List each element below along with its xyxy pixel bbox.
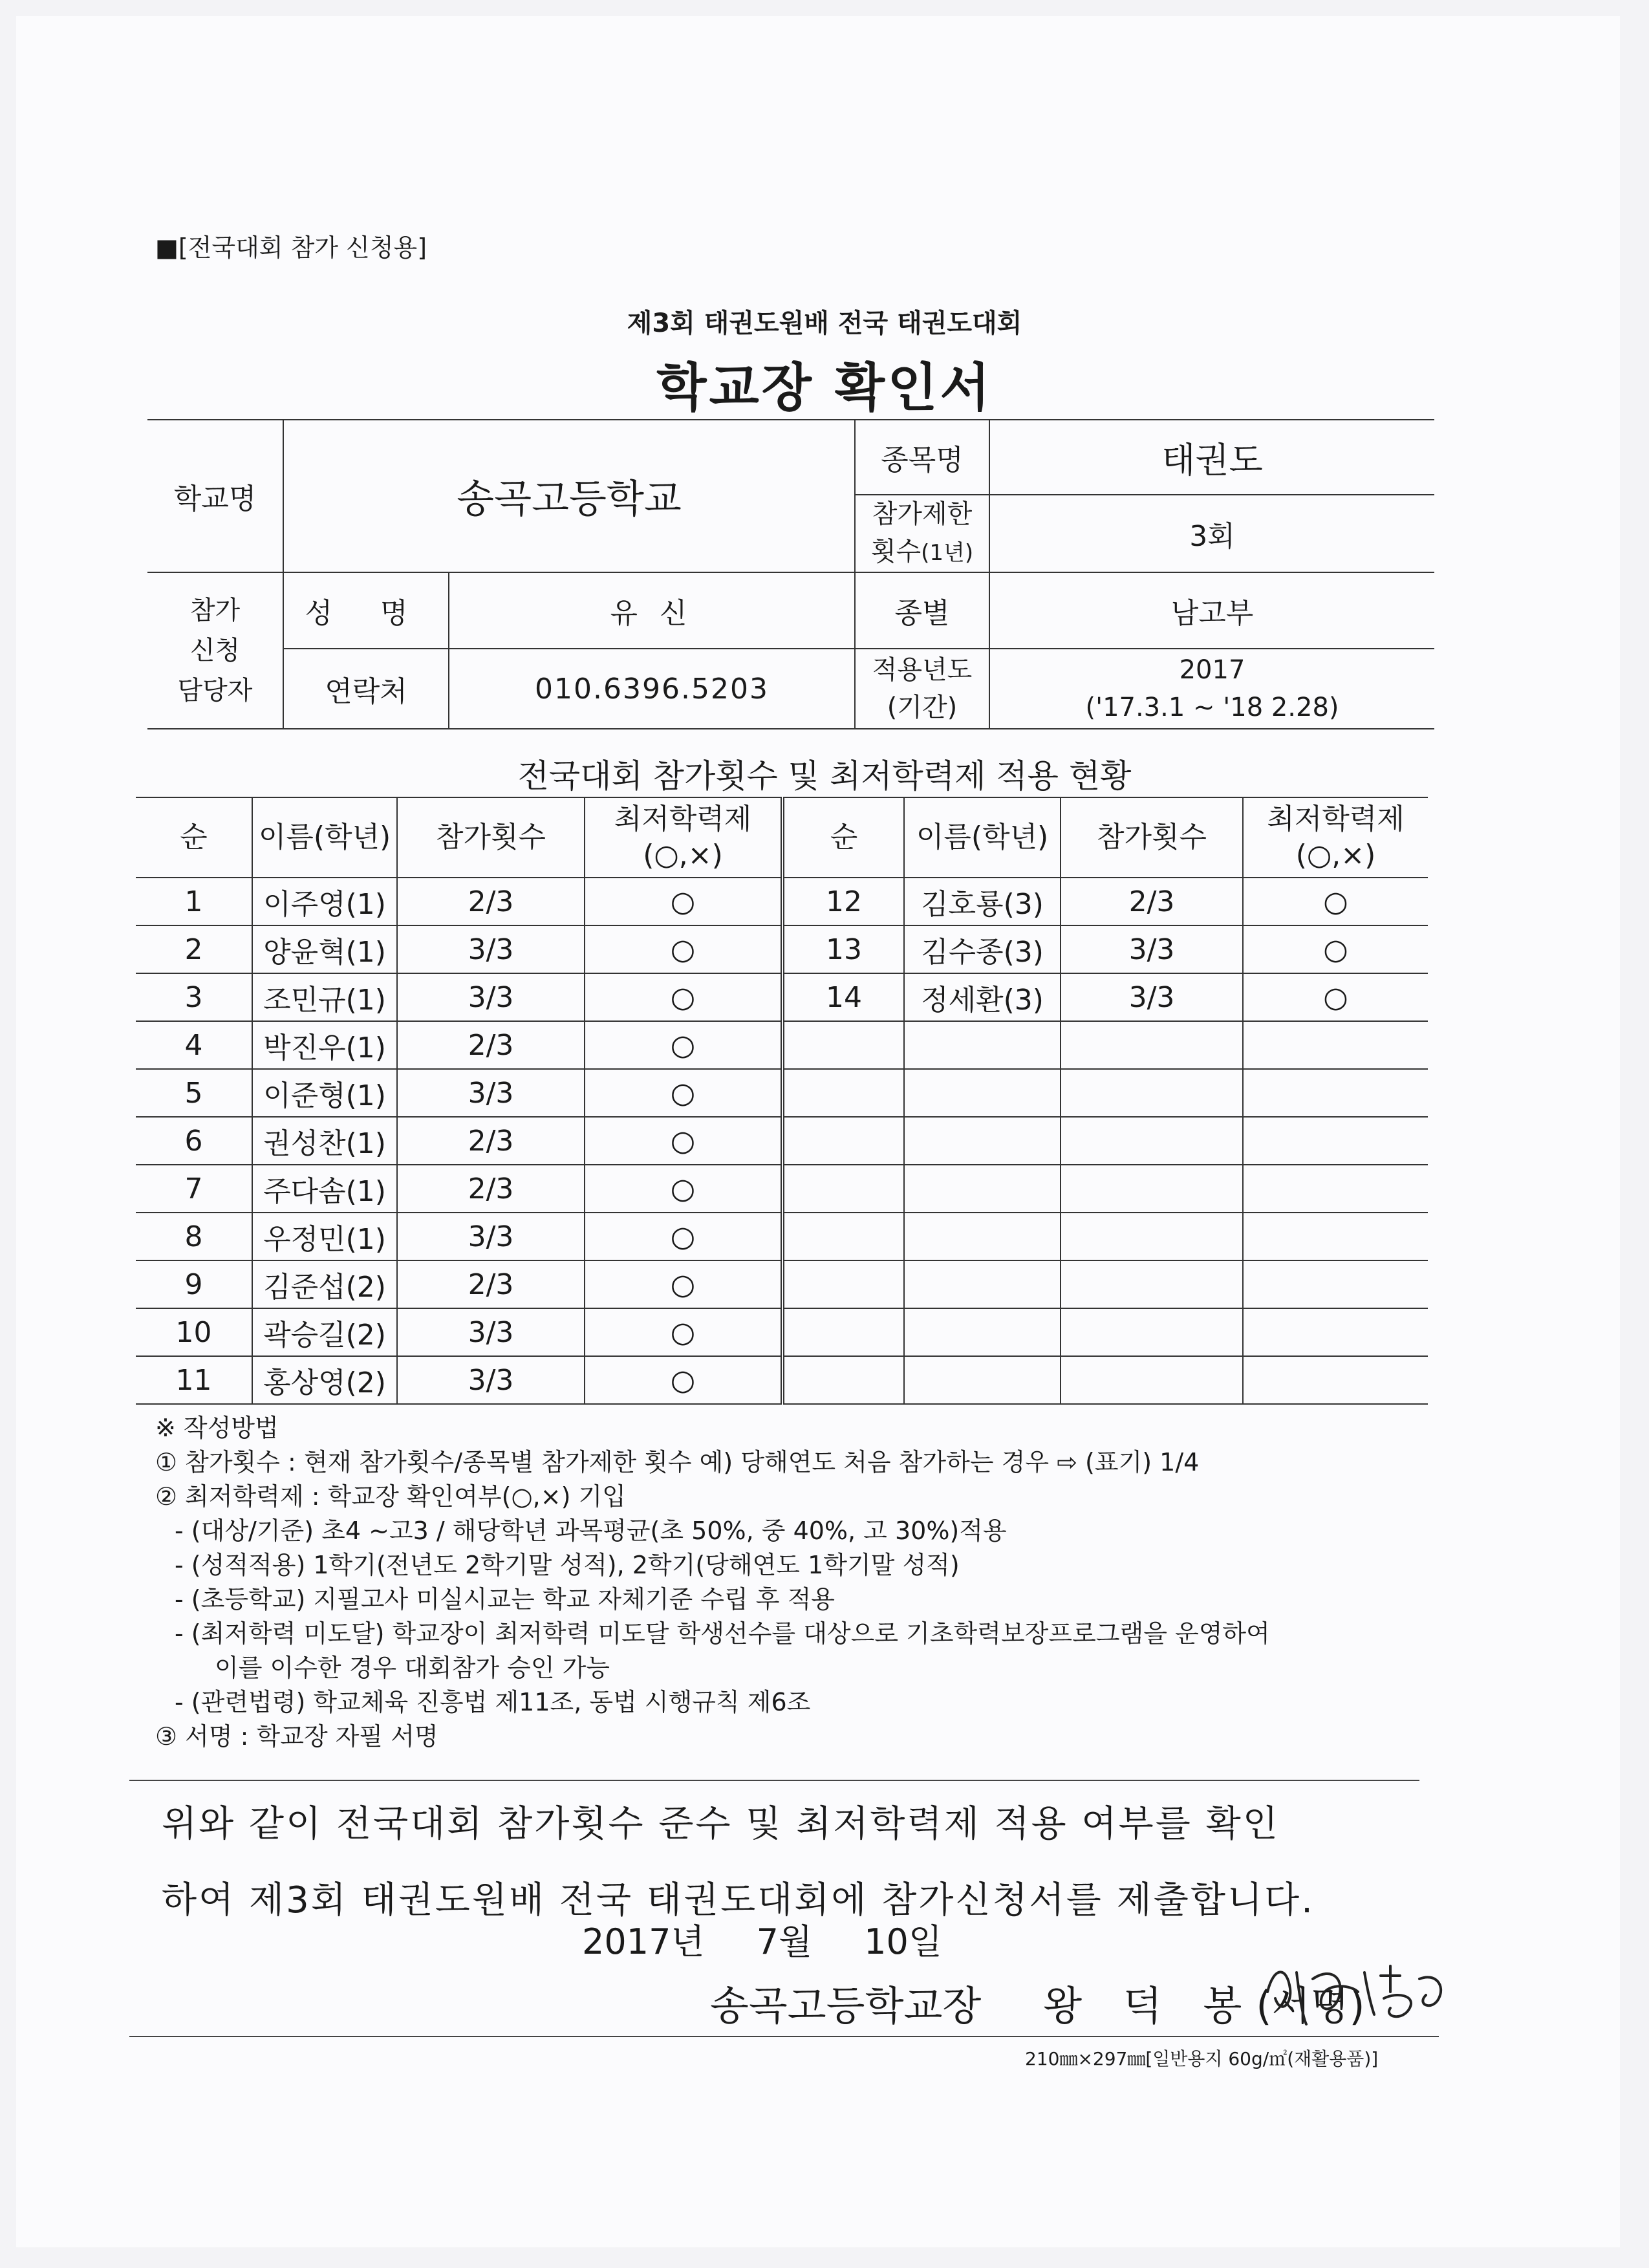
table-row — [136, 1069, 1428, 1117]
participation-limit-label-year: (1년) — [921, 540, 974, 566]
roster-left-mark-cell: ○ — [585, 1021, 782, 1069]
roster-left-name-cell: 홍상영(2) — [252, 1356, 397, 1404]
applicable-period: ('17.3.1 ~ '18 2.28) — [1085, 693, 1339, 722]
roster-right-name-cell: 정세환(3) — [904, 973, 1061, 1021]
roster-left-no-cell: 5 — [136, 1069, 252, 1117]
document-title: 학교장 확인서 — [656, 358, 993, 418]
contact-label-line1: 참가 — [189, 596, 241, 625]
roster-right-name-cell — [904, 1260, 1061, 1308]
instructions — [155, 1411, 1270, 1754]
applicable-year-value — [989, 649, 1434, 729]
roster-right-mark-cell — [1243, 1165, 1428, 1213]
participation-limit-label-line1: 참가제한 — [872, 499, 973, 529]
roster-right-count-cell — [1061, 1356, 1243, 1404]
roster-right-no-cell: 14 — [782, 973, 904, 1021]
roster-right-mark-cell: ○ — [1243, 878, 1428, 925]
table-row — [136, 878, 1428, 925]
roster-left-mark-cell: ○ — [585, 1213, 782, 1260]
roster-left-no-cell: 7 — [136, 1165, 252, 1213]
instruction-2-detail-2: - (성적적용) 1학기(전년도 2학기말 성적), 2학기(당해연도 1학기말 성적) — [175, 1551, 960, 1579]
roster-right-mark-cell — [1243, 1308, 1428, 1356]
roster-left-no-cell: 2 — [136, 925, 252, 973]
roster-right-count-cell: 2/3 — [1061, 878, 1243, 925]
roster-right-mark-cell — [1243, 1260, 1428, 1308]
roster-left-count-cell: 3/3 — [397, 1213, 585, 1260]
applicable-year-label-line1: 적용년도 — [872, 655, 973, 685]
roster-right-count-cell — [1061, 1165, 1243, 1213]
roster-left-name-cell: 곽승길(2) — [252, 1308, 397, 1356]
roster-right-count-cell — [1061, 1308, 1243, 1356]
roster-right-count-cell — [1061, 1069, 1243, 1117]
event-value: 태권도 — [989, 420, 1434, 495]
roster-left-no-cell: 1 — [136, 878, 252, 925]
header-count: 참가횟수 — [397, 797, 585, 878]
roster-right-name-cell: 김수종(3) — [904, 925, 1061, 973]
roster-right-no-cell: 13 — [782, 925, 904, 973]
header-min-academic-right-line1: 최저학력제 — [1267, 803, 1405, 836]
roster-left-name-cell: 이준형(1) — [252, 1069, 397, 1117]
roster-left-name-cell: 박진우(1) — [252, 1021, 397, 1069]
instruction-2-detail-1: - (대상/기준) 초4 ~고3 / 해당학년 과목평균(초 50%, 중 40%, 고 30%)적용 — [175, 1517, 1007, 1545]
roster-left-no-cell: 11 — [136, 1356, 252, 1404]
contact-name-label: 성 명 — [283, 572, 449, 649]
table-row — [136, 1213, 1428, 1260]
roster-left-name-cell: 권성찬(1) — [252, 1117, 397, 1165]
section-title: 전국대회 참가횟수 및 최저학력제 적용 현황 — [517, 757, 1132, 795]
roster-right-mark-cell — [1243, 1021, 1428, 1069]
date-day: 10일 — [864, 1921, 943, 1962]
roster-left-mark-cell: ○ — [585, 1356, 782, 1404]
roster-right-count-cell — [1061, 1117, 1243, 1165]
roster-left-mark-cell: ○ — [585, 1069, 782, 1117]
contact-phone-label: 연락처 — [283, 649, 449, 729]
header-no: 순 — [136, 797, 252, 878]
roster-left-no-cell: 9 — [136, 1260, 252, 1308]
school-name-label: 학교명 — [147, 420, 283, 572]
roster-left-name-cell: 양윤혁(1) — [252, 925, 397, 973]
principal-name: 왕 덕 봉 — [1043, 1982, 1256, 2029]
roster-left-name-cell: 조민규(1) — [252, 973, 397, 1021]
contact-label-line2: 신청 — [189, 636, 241, 665]
roster-right-name-cell — [904, 1213, 1061, 1260]
header-count-right: 참가횟수 — [1061, 797, 1243, 878]
applicable-year-label — [855, 649, 989, 729]
document-subtitle: 제3회 태권도원배 전국 태권도대회 — [627, 308, 1022, 338]
roster-left-no-cell: 8 — [136, 1213, 252, 1260]
date-year: 2017년 — [582, 1921, 705, 1962]
statement-line-2: 하여 제3회 태권도원배 전국 태권도대회에 참가신청서를 제출합니다. — [162, 1879, 1315, 1921]
participation-limit-label-line2 — [856, 533, 989, 572]
roster-right-no-cell — [782, 1213, 904, 1260]
roster-left-no-cell: 3 — [136, 973, 252, 1021]
statement-line-1: 위와 같이 전국대회 참가횟수 준수 및 최저학력제 적용 여부를 확인 — [162, 1803, 1280, 1845]
applicable-year: 2017 — [1179, 655, 1245, 685]
table-row — [136, 1308, 1428, 1356]
instruction-2-detail-4: - (최저학력 미도달) 학교장이 최저학력 미도달 학생선수를 대상으로 기초학력보장프로그램을 운영하여 — [175, 1619, 1270, 1648]
division-value: 남고부 — [989, 572, 1434, 649]
contact-phone-value: 010.6396.5203 — [449, 649, 855, 729]
roster-left-count-cell: 2/3 — [397, 878, 585, 925]
roster-left-count-cell: 3/3 — [397, 1356, 585, 1404]
header-name: 이름(학년) — [252, 797, 397, 878]
roster-left-mark-cell: ○ — [585, 1117, 782, 1165]
roster-left-mark-cell: ○ — [585, 1308, 782, 1356]
school-info-table — [147, 419, 1434, 729]
contact-label-line3: 담당자 — [177, 676, 253, 706]
roster-right-no-cell — [782, 1165, 904, 1213]
roster-left-count-cell: 2/3 — [397, 1021, 585, 1069]
header-min-academic-line1: 최저학력제 — [614, 803, 752, 836]
roster-header-row — [136, 797, 1428, 878]
roster-left-name-cell: 주다솜(1) — [252, 1165, 397, 1213]
roster-left-name-cell: 우정민(1) — [252, 1213, 397, 1260]
applicable-year-label-line2: (기간) — [887, 693, 958, 722]
roster-right-no-cell — [782, 1260, 904, 1308]
paper-spec-footer: 210㎜×297㎜[일반용지 60g/㎡(재활용품)] — [1025, 2048, 1379, 2069]
roster-right-count-cell: 3/3 — [1061, 973, 1243, 1021]
table-row — [136, 1260, 1428, 1308]
roster-right-no-cell — [782, 1069, 904, 1117]
roster-right-name-cell — [904, 1021, 1061, 1069]
roster-right-mark-cell — [1243, 1213, 1428, 1260]
roster-right-name-cell — [904, 1356, 1061, 1404]
table-row — [136, 1165, 1428, 1213]
roster-left-name-cell: 이주영(1) — [252, 878, 397, 925]
header-min-academic — [585, 797, 782, 878]
roster-right-no-cell — [782, 1021, 904, 1069]
roster-right-no-cell — [782, 1308, 904, 1356]
table-row — [136, 925, 1428, 973]
divider-top — [129, 1780, 1419, 1781]
roster-left-no-cell: 10 — [136, 1308, 252, 1356]
table-row — [136, 1117, 1428, 1165]
instruction-3: ③ 서명 : 학교장 자필 서명 — [155, 1722, 438, 1751]
roster-left-count-cell: 2/3 — [397, 1117, 585, 1165]
handwritten-signature — [1261, 1953, 1455, 2037]
header-name-right: 이름(학년) — [904, 797, 1061, 878]
instruction-2-detail-3: - (초등학교) 지필고사 미실시교는 학교 자체기준 수립 후 적용 — [175, 1585, 835, 1614]
instruction-1: ① 참가횟수 : 현재 참가횟수/종목별 참가제한 횟수 예) 당해연도 처음 참가하는 경우 ⇨ (표기) 1/4 — [155, 1448, 1200, 1476]
roster-right-name-cell — [904, 1165, 1061, 1213]
instruction-2-detail-4-cont: 이를 이수한 경우 대회참가 승인 가능 — [215, 1654, 610, 1682]
signature-placeholder: (서명) — [1256, 1982, 1365, 2029]
instructions-heading: ※ 작성방법 — [155, 1414, 279, 1442]
contact-person-label — [147, 572, 283, 729]
roster-left-no-cell: 4 — [136, 1021, 252, 1069]
roster-left-name-cell: 김준섭(2) — [252, 1260, 397, 1308]
header-min-academic-right-line2: (○,×) — [1295, 839, 1376, 872]
roster-right-count-cell — [1061, 1021, 1243, 1069]
roster-left-mark-cell: ○ — [585, 1165, 782, 1213]
roster-right-name-cell — [904, 1308, 1061, 1356]
roster-left-count-cell: 3/3 — [397, 1069, 585, 1117]
divider-bottom — [129, 2036, 1439, 2037]
instruction-2-detail-5: - (관련법령) 학교체육 진흥법 제11조, 동법 시행규칙 제6조 — [175, 1688, 811, 1716]
roster-left-mark-cell: ○ — [585, 1260, 782, 1308]
roster-left-mark-cell: ○ — [585, 973, 782, 1021]
participation-limit-value: 3회 — [989, 495, 1434, 572]
event-label: 종목명 — [855, 420, 989, 495]
roster-right-no-cell: 12 — [782, 878, 904, 925]
roster-left-count-cell: 3/3 — [397, 973, 585, 1021]
roster-right-mark-cell — [1243, 1069, 1428, 1117]
roster-right-mark-cell: ○ — [1243, 925, 1428, 973]
school-name-value: 송곡고등학교 — [283, 420, 855, 572]
roster-right-mark-cell — [1243, 1117, 1428, 1165]
roster-right-count-cell: 3/3 — [1061, 925, 1243, 973]
roster-right-name-cell — [904, 1069, 1061, 1117]
roster-left-count-cell: 2/3 — [397, 1260, 585, 1308]
issue-date — [582, 1914, 994, 1964]
roster-right-name-cell: 김호룡(3) — [904, 878, 1061, 925]
roster-right-mark-cell: ○ — [1243, 973, 1428, 1021]
roster-left-count-cell: 2/3 — [397, 1165, 585, 1213]
roster-left-mark-cell: ○ — [585, 925, 782, 973]
table-row — [136, 1021, 1428, 1069]
table-row — [136, 973, 1428, 1021]
header-no-right: 순 — [782, 797, 904, 878]
division-label: 종별 — [855, 572, 989, 649]
participation-limit-label-count: 횟수 — [870, 537, 921, 567]
header-min-academic-line2: (○,×) — [643, 839, 723, 872]
roster-left-mark-cell: ○ — [585, 878, 782, 925]
roster-right-name-cell — [904, 1117, 1061, 1165]
roster-left-count-cell: 3/3 — [397, 1308, 585, 1356]
table-row — [136, 1356, 1428, 1404]
participation-roster-table — [136, 797, 1428, 1405]
roster-right-no-cell — [782, 1117, 904, 1165]
roster-left-no-cell: 6 — [136, 1117, 252, 1165]
participation-limit-label — [855, 495, 989, 572]
principal-title: 송곡고등학교장 — [710, 1982, 982, 2029]
roster-right-no-cell — [782, 1356, 904, 1404]
form-tag: ■[전국대회 참가 신청용] — [155, 233, 427, 262]
roster-right-mark-cell — [1243, 1356, 1428, 1404]
date-month: 7월 — [756, 1921, 813, 1962]
header-min-academic-right — [1243, 797, 1428, 878]
roster-right-count-cell — [1061, 1213, 1243, 1260]
instruction-2: ② 최저학력제 : 학교장 확인여부(○,×) 기입 — [155, 1482, 626, 1511]
roster-right-count-cell — [1061, 1260, 1243, 1308]
roster-left-count-cell: 3/3 — [397, 925, 585, 973]
contact-name-value: 유 신 — [449, 572, 855, 649]
